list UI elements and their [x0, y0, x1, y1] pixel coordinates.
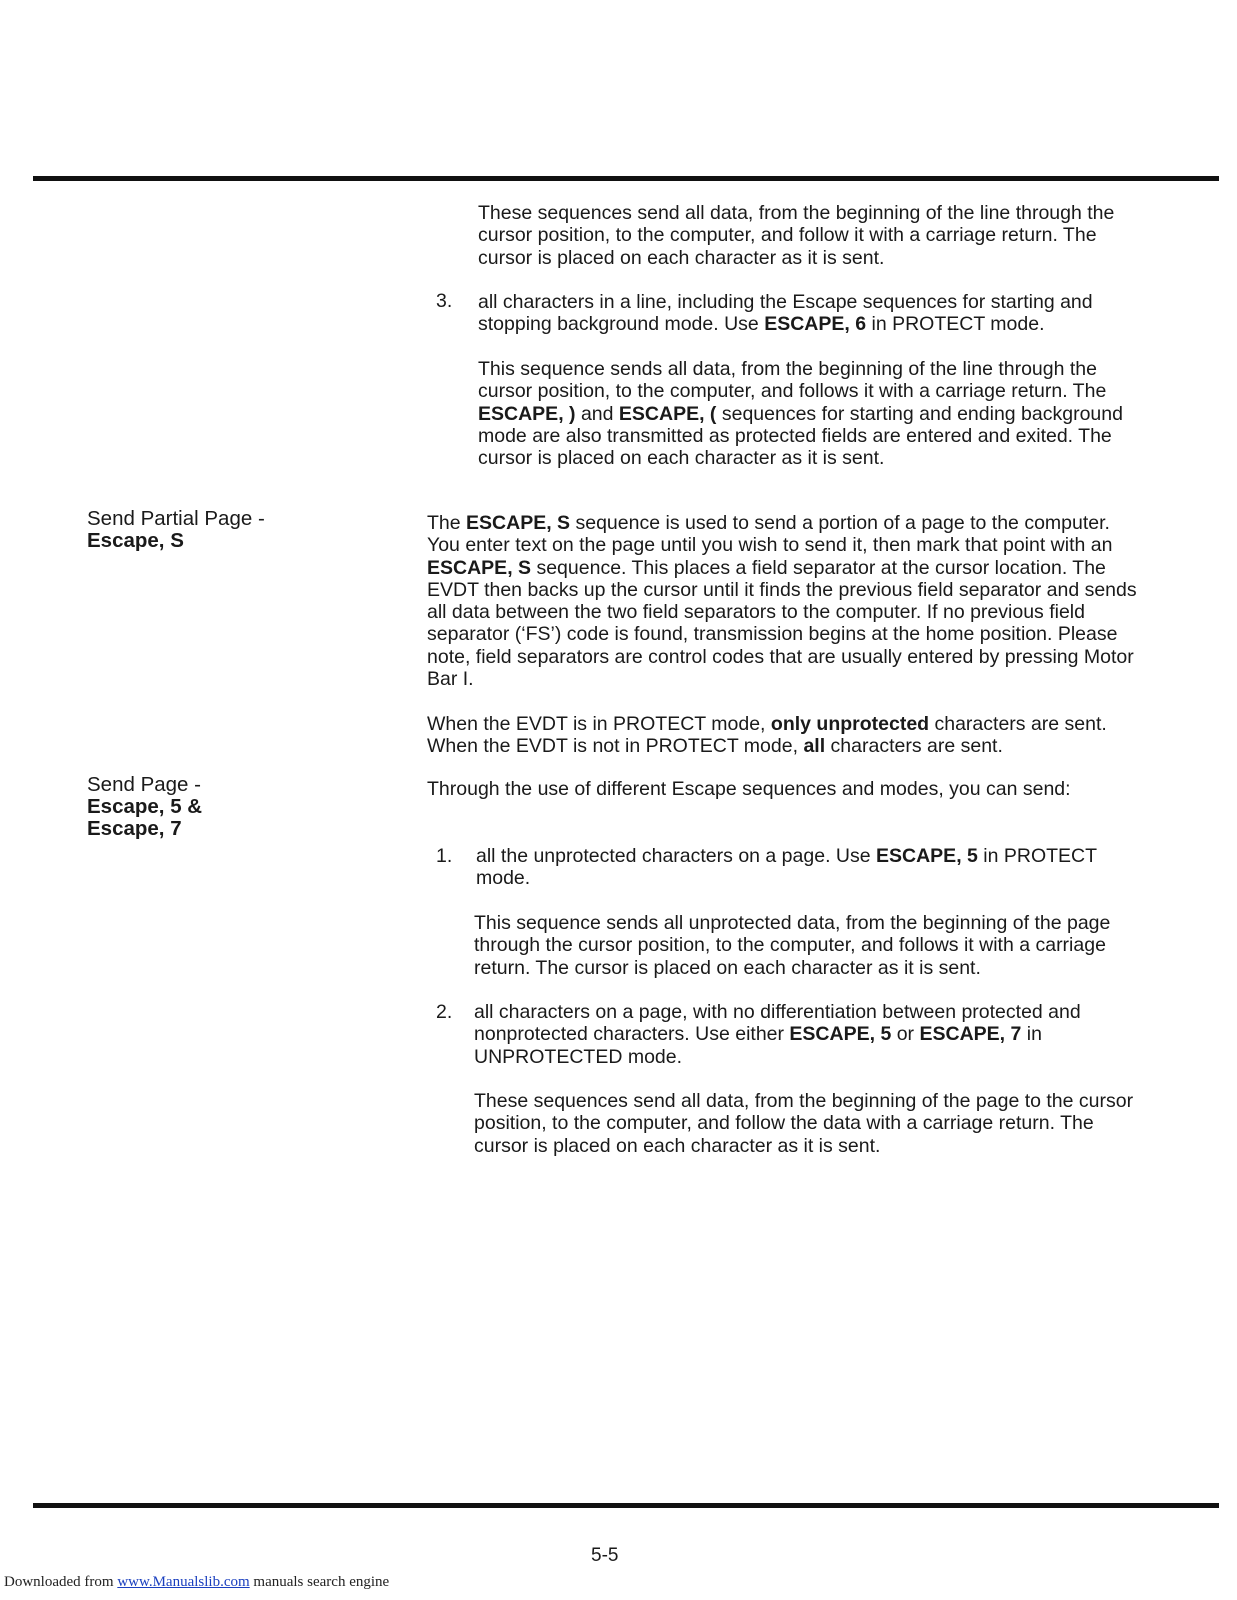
manualslib-link[interactable]: www.Manualslib.com: [117, 1574, 250, 1590]
bottom-rule: [33, 1503, 1219, 1508]
sidebar-send-page: [87, 774, 202, 840]
sidebar-heading: Escape, 5 &: [87, 795, 203, 818]
item-3-number: 3.: [436, 290, 453, 312]
sidebar-label: Send Page -: [87, 773, 201, 796]
through-paragraph: Through the use of different Escape sequences and modes, you can send:: [427, 778, 1071, 800]
page-number: 5-5: [591, 1545, 619, 1566]
sidebar-label: Send Partial Page -: [87, 507, 265, 530]
item-2-text: all characters on a page, with no differentiation between protected and nonprotected characters. Use either ESCAPE, 5 or ESCAPE, 7 in UNPROTECTED mode.: [474, 1001, 1081, 1068]
partial-page-paragraph: The ESCAPE, S sequence is used to send a portion of a page to the computer. You enter text on the page until you wish to send it, then mark that point with an ESCAPE, S sequence. This places a field separator at the cursor location. The EVDT then backs up the cursor until it finds the previous field separator and sends all data between the two field separators to the computer. If no previous field separator (‘FS’) code is found, transmission begins at the home position. Please note, field separators are control codes that are usually entered by pressing Motor Bar I.: [427, 512, 1137, 691]
item-1-text: all the unprotected characters on a page. Use ESCAPE, 5 in PROTECT mode.: [476, 845, 1097, 890]
top-rule: [33, 176, 1219, 181]
sidebar-heading: Escape, 7: [87, 817, 182, 840]
intro-paragraph: These sequences send all data, from the beginning of the line through the cursor position, to the computer, and follow it with a carriage return. The cursor is placed on each character as it is sent.: [478, 202, 1115, 269]
sidebar-heading: Escape, S: [87, 529, 184, 552]
item-1-number: 1.: [436, 845, 453, 867]
item-3-detail: This sequence sends all data, from the beginning of the line through the cursor position, to the computer, and follows it with a carriage return. The ESCAPE, ) and ESCAPE, ( sequences for starting and ending background mode are also transmitted as protected fields are entered and exited. The cursor is placed on each character as it is sent.: [478, 358, 1123, 470]
item-2-number: 2.: [436, 1001, 453, 1023]
item-2-detail: These sequences send all data, from the beginning of the page to the cursor position, to the computer, and follow the data with a carriage return. The cursor is placed on each character as it is sent.: [474, 1090, 1134, 1157]
item-3-text: all characters in a line, including the Escape sequences for starting and stopping background mode. Use ESCAPE, 6 in PROTECT mode.: [478, 291, 1093, 336]
item-1-detail: This sequence sends all unprotected data, from the beginning of the page through the cursor position, to the computer, and follows it with a carriage return. The cursor is placed on each character as it is sent.: [474, 912, 1111, 979]
download-footer: Downloaded from www.Manualslib.com manuals search engine: [4, 1574, 390, 1590]
protect-paragraph: When the EVDT is in PROTECT mode, only unprotected characters are sent. When the EVDT is not in PROTECT mode, all characters are sent.: [427, 713, 1107, 758]
sidebar-send-partial-page: [87, 508, 265, 552]
